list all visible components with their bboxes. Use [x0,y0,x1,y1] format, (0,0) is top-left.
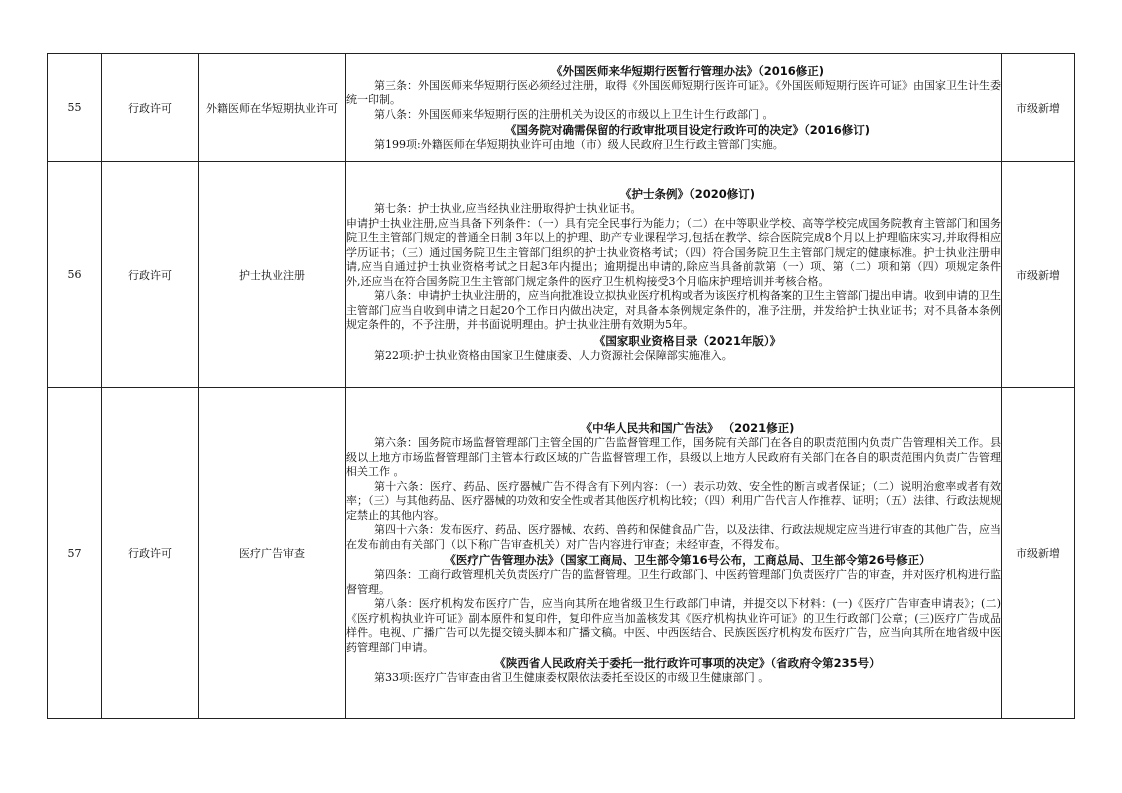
law-title: 《国家职业资格目录（2021年版）》 [593,333,782,348]
row-item: 外籍医师在华短期执业许可 [199,54,346,162]
row-basis [346,54,1002,162]
law-article: 第八条：申请护士执业注册的，应当向批准设立拟执业医疗机构或者为该医疗机构备案的卫生主管部门提出申请。收到申请的卫生主管部门应当自收到申请之日起20个工作日内做出决定，对具备本条例规定条件的，准予注册，并发给护士执业证书；对不具备本条例规定条件的，不予注册，并书面说明理由。护士执业注册有效期为5年。 [346,289,1001,331]
law-title: 《护士条例》（2020修订) [619,187,755,201]
row-note: 市级新增 [1002,162,1075,388]
row-basis [346,162,1002,388]
law-title: 《外国医师来华短期行医暂行管理办法》（2016修正) [550,63,824,78]
law-article: 第八条：外国医师来华短期行医的注册机关为设区的市级以上卫生计生行政部门 。 [374,107,774,121]
row-number: 57 [48,388,102,719]
row-number: 56 [48,162,102,388]
law-article: 第六条：国务院市场监督管理部门主管全国的广告监督管理工作，国务院有关部门在各自的职责范围内负责广告管理相关工作。县级以上地方市场监督管理部门主管本行政区域的广告监督管理工作，县级以上地方人民政府有关部门在各自的职责范围内负责广告管理相关工作 。 [346,436,1001,479]
law-article: 第199项:外籍医师在华短期执业许可由地（市）级人民政府卫生行政主管部门实施。 [374,138,784,151]
law-title: 《中华人民共和国广告法》 （2021修正) [580,421,795,436]
row-note: 市级新增 [1002,388,1075,719]
law-article: 第33项:医疗广告审查由省卫生健康委权限依法委托至设区的市级卫生健康部门 。 [374,671,770,685]
law-article: 第八条：医疗机构发布医疗广告，应当向其所在地省级卫生行政部门申请，并提交以下材料：(一)《医疗广告审查申请表》；(二)《医疗机构执业许可证》副本原件和复印件，复印件应当加盖核发其《医疗机构执业许可证》的卫生行政部门公章；(三)医疗广告成品样件。电视、广播广告可以先提交镜头脚本和广播文稿。中医、中西医结合、民族医医疗机构发布医疗广告，应当向其所在地省级中医药管理部门申请。 [346,597,1001,654]
row-type: 行政许可 [102,388,199,719]
row-item: 医疗广告审查 [199,388,346,719]
table-row [48,388,1075,719]
law-article: 第七条：护士执业,应当经执业注册取得护士执业证书。 [374,202,642,215]
row-note: 市级新增 [1002,54,1075,162]
law-title: 《国务院对确需保留的行政审批项目设定行政许可的决定》（2016修订) [504,123,870,137]
items-table [47,53,1075,719]
row-number: 55 [48,54,102,162]
law-title: 《医疗广告管理办法》（国家工商局、卫生部令第16号公布，工商总局、卫生部令第26号修正） [444,553,931,568]
law-article: 第四条：工商行政管理机关负责医疗广告的监督管理。卫生行政部门、中医药管理部门负责医疗广告的审查，并对医疗机构进行监督管理。 [346,568,1001,596]
law-article: 第三条：外国医师来华短期行医必须经过注册，取得《外国医师短期行医许可证》。《外国医师短期行医许可证》由国家卫生计生委统一印制。 [346,78,1001,106]
law-article: 第22项:护士执业资格由国家卫生健康委、人力资源社会保障部实施准入。 [374,348,733,362]
law-article: 第四十六条：发布医疗、药品、医疗器械、农药、兽药和保健食品广告，以及法律、行政法规规定应当进行审查的其他广告，应当在发布前由有关部门（以下称广告审查机关）对广告内容进行审查；未经审查，不得发布。 [346,523,1001,551]
table-row [48,162,1075,388]
row-item: 护士执业注册 [199,162,346,388]
row-basis [346,388,1002,719]
row-type: 行政许可 [102,54,199,162]
law-title: 《陕西省人民政府关于委托一批行政许可事项的决定》（省政府令第235号） [494,656,881,671]
law-article: 申请护士执业注册,应当具备下列条件：（一）具有完全民事行为能力；（二）在中等职业学校、高等学校完成国务院教育主管部门和国务院卫生主管部门规定的普通全日制 3年以上的护理、助产专业课程学习,包括在教学、综合医院完成8个月以上护理临床实习,并取得相应学历证书；（三）通过国务院卫生主管部门组织的护士执业资格考试；（四）符合国务院卫生主管部门规定的健康标准。护士执业注册申请,应当自通过护士执业资格考试之日起3年内提出；逾期提出申请的,除应当具备前款第（一）项、第（二）项和第（四）项规定条件外,还应当在符合国务院卫生主管部门规定条件的医疗卫生机构接受3个月临床护理培训并考核合格。 [346,216,1001,288]
law-article: 第十六条：医疗、药品、医疗器械广告不得含有下列内容：（一）表示功效、安全性的断言或者保证；（二）说明治愈率或者有效率；（三）与其他药品、医疗器械的功效和安全性或者其他医疗机构比较；（四）利用广告代言人作推荐、证明；（五）法律、行政法规规定禁止的其他内容。 [346,479,1001,522]
table-row [48,54,1075,162]
row-type: 行政许可 [102,162,199,388]
